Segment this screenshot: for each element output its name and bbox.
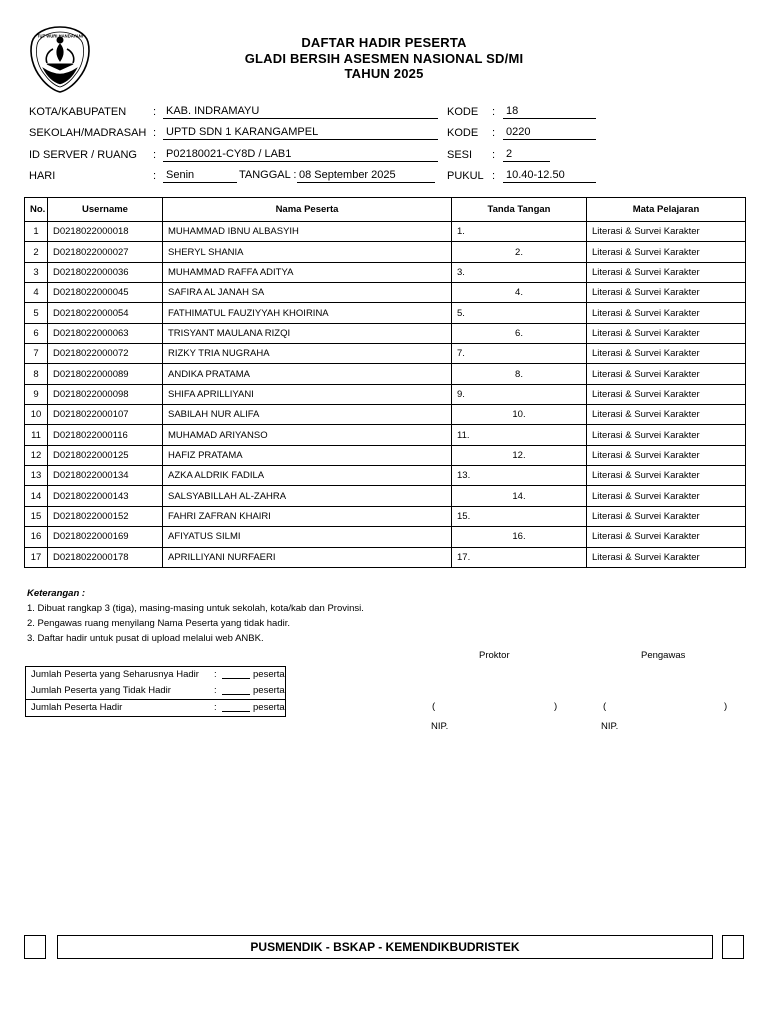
cell-no: 3 (25, 262, 48, 282)
kota-colon: : (153, 106, 157, 118)
cell-no: 13 (25, 466, 48, 486)
tanggal-label: TANGGAL : (239, 169, 297, 181)
cell-no: 6 (25, 323, 48, 343)
header-nama: Nama Peserta (163, 198, 452, 222)
cell-mata-pelajaran: Literasi & Survei Karakter (587, 262, 746, 282)
cell-nama-peserta: FATHIMATUL FAUZIYYAH KHOIRINA (163, 303, 452, 323)
cell-mata-pelajaran: Literasi & Survei Karakter (587, 486, 746, 506)
pengawas-label: Pengawas (641, 650, 686, 661)
header-username: Username (48, 198, 163, 222)
cell-tanda-tangan: 3. (452, 262, 587, 282)
pukul-underline (503, 182, 596, 183)
cell-mata-pelajaran: Literasi & Survei Karakter (587, 222, 746, 242)
server-value: P02180021-CY8D / LAB1 (166, 148, 292, 160)
pengawas-nip: NIP. (601, 721, 619, 732)
cell-tanda-tangan: 15. (452, 506, 587, 526)
cell-nama-peserta: SALSYABILLAH AL-ZAHRA (163, 486, 452, 506)
cell-username: D0218022000063 (48, 323, 163, 343)
svg-text:TUT WURI HANDAYANI: TUT WURI HANDAYANI (37, 33, 83, 39)
cell-no: 9 (25, 384, 48, 404)
kode2-underline (503, 139, 596, 140)
summary-unit: peserta (253, 685, 285, 696)
sekolah-colon: : (153, 127, 157, 139)
cell-no: 2 (25, 242, 48, 262)
keterangan-item: 1. Dibuat rangkap 3 (tiga), masing-masing untuk sekolah, kota/kab dan Provinsi. (27, 603, 364, 614)
summary-unit: peserta (253, 669, 285, 680)
cell-tanda-tangan: 4. (452, 283, 587, 303)
pengawas-close-paren: ) (724, 701, 728, 712)
cell-mata-pelajaran: Literasi & Survei Karakter (587, 364, 746, 384)
cell-username: D0218022000169 (48, 527, 163, 547)
cell-username: D0218022000107 (48, 405, 163, 425)
cell-tanda-tangan: 12. (452, 445, 587, 465)
table-row (25, 303, 746, 323)
hari-underline (163, 182, 237, 183)
server-label: ID SERVER / RUANG (29, 149, 137, 161)
cell-username: D0218022000018 (48, 222, 163, 242)
sesi-underline (503, 161, 550, 162)
cell-username: D0218022000143 (48, 486, 163, 506)
summary-unit: peserta (253, 702, 285, 713)
table-row (25, 323, 746, 343)
summary-label: Jumlah Peserta yang Seharusnya Hadir (31, 669, 199, 680)
cell-nama-peserta: SHIFA APRILLIYANI (163, 384, 452, 404)
table-row (25, 425, 746, 445)
kode2-colon: : (492, 127, 496, 139)
table-row (25, 262, 746, 282)
cell-username: D0218022000045 (48, 283, 163, 303)
server-colon: : (153, 149, 157, 161)
cell-nama-peserta: SAFIRA AL JANAH SA (163, 283, 452, 303)
summary-blank (222, 711, 250, 712)
sekolah-underline (163, 139, 438, 140)
table-row (25, 222, 746, 242)
pukul-colon: : (492, 170, 496, 182)
title-line-3: TAHUN 2025 (344, 66, 424, 81)
kode2-value: 0220 (506, 126, 531, 138)
cell-tanda-tangan: 8. (452, 364, 587, 384)
cell-no: 17 (25, 547, 48, 567)
cell-tanda-tangan: 11. (452, 425, 587, 445)
cell-tanda-tangan: 16. (452, 527, 587, 547)
keterangan-item: 3. Daftar hadir untuk pusat di upload melalui web ANBK. (27, 633, 264, 644)
kode1-colon: : (492, 106, 496, 118)
title-line-2: GLADI BERSIH ASESMEN NASIONAL SD/MI (244, 51, 524, 66)
cell-mata-pelajaran: Literasi & Survei Karakter (587, 547, 746, 567)
table-row (25, 547, 746, 567)
summary-row (26, 699, 285, 716)
cell-nama-peserta: AZKA ALDRIK FADILA (163, 466, 452, 486)
cell-mata-pelajaran: Literasi & Survei Karakter (587, 303, 746, 323)
cell-no: 10 (25, 405, 48, 425)
tanggal-value: 08 September 2025 (299, 169, 396, 181)
cell-tanda-tangan: 6. (452, 323, 587, 343)
cell-no: 1 (25, 222, 48, 242)
cell-username: D0218022000116 (48, 425, 163, 445)
kode1-underline (503, 118, 596, 119)
cell-no: 5 (25, 303, 48, 323)
cell-nama-peserta: MUHAMMAD IBNU ALBASYIH (163, 222, 452, 242)
cell-nama-peserta: ANDIKA PRATAMA (163, 364, 452, 384)
proktor-close-paren: ) (554, 701, 558, 712)
cell-no: 16 (25, 527, 48, 547)
pukul-value: 10.40-12.50 (506, 169, 565, 181)
cell-nama-peserta: RIZKY TRIA NUGRAHA (163, 344, 452, 364)
keterangan-heading: Keterangan : (27, 588, 86, 599)
summary-colon: : (214, 669, 217, 680)
footer-right-box (722, 935, 744, 959)
table-row (25, 445, 746, 465)
cell-nama-peserta: MUHAMAD ARIYANSO (163, 425, 452, 445)
cell-nama-peserta: SHERYL SHANIA (163, 242, 452, 262)
table-row (25, 527, 746, 547)
sesi-colon: : (492, 149, 496, 161)
proktor-nip: NIP. (431, 721, 449, 732)
hari-colon: : (153, 170, 157, 182)
cell-mata-pelajaran: Literasi & Survei Karakter (587, 466, 746, 486)
cell-no: 8 (25, 364, 48, 384)
cell-username: D0218022000072 (48, 344, 163, 364)
cell-no: 14 (25, 486, 48, 506)
pengawas-open-paren: ( (603, 701, 607, 712)
summary-blank (222, 678, 250, 679)
header-tanda-tangan: Tanda Tangan (452, 198, 587, 222)
summary-box (25, 666, 286, 717)
summary-row (26, 667, 285, 683)
table-row (25, 486, 746, 506)
cell-mata-pelajaran: Literasi & Survei Karakter (587, 506, 746, 526)
cell-mata-pelajaran: Literasi & Survei Karakter (587, 445, 746, 465)
cell-username: D0218022000152 (48, 506, 163, 526)
cell-tanda-tangan: 5. (452, 303, 587, 323)
table-row (25, 506, 746, 526)
table-header-row (25, 198, 746, 222)
cell-mata-pelajaran: Literasi & Survei Karakter (587, 405, 746, 425)
table-row (25, 344, 746, 364)
cell-tanda-tangan: 9. (452, 384, 587, 404)
table-row (25, 384, 746, 404)
summary-label: Jumlah Peserta Hadir (31, 702, 123, 713)
header-mata-pelajaran: Mata Pelajaran (587, 198, 746, 222)
cell-mata-pelajaran: Literasi & Survei Karakter (587, 242, 746, 262)
cell-nama-peserta: SABILAH NUR ALIFA (163, 405, 452, 425)
table-row (25, 466, 746, 486)
kota-underline (163, 118, 438, 119)
cell-username: D0218022000027 (48, 242, 163, 262)
table-row (25, 242, 746, 262)
cell-username: D0218022000098 (48, 384, 163, 404)
title-line-1: DAFTAR HADIR PESERTA (301, 35, 467, 50)
cell-nama-peserta: APRILLIYANI NURFAERI (163, 547, 452, 567)
cell-tanda-tangan: 7. (452, 344, 587, 364)
cell-tanda-tangan: 2. (452, 242, 587, 262)
kota-label: KOTA/KABUPATEN (29, 106, 127, 118)
table-row (25, 283, 746, 303)
summary-row (26, 683, 285, 699)
attendance-table (24, 197, 746, 568)
cell-mata-pelajaran: Literasi & Survei Karakter (587, 425, 746, 445)
kode1-value: 18 (506, 105, 519, 117)
footer-left-box (24, 935, 46, 959)
pukul-label: PUKUL (447, 170, 484, 182)
cell-username: D0218022000054 (48, 303, 163, 323)
cell-no: 15 (25, 506, 48, 526)
cell-username: D0218022000089 (48, 364, 163, 384)
cell-no: 4 (25, 283, 48, 303)
cell-tanda-tangan: 10. (452, 405, 587, 425)
cell-no: 11 (25, 425, 48, 445)
cell-username: D0218022000036 (48, 262, 163, 282)
cell-tanda-tangan: 17. (452, 547, 587, 567)
keterangan-item: 2. Pengawas ruang menyilang Nama Peserta yang tidak hadir. (27, 618, 290, 629)
cell-nama-peserta: MUHAMMAD RAFFA ADITYA (163, 262, 452, 282)
cell-tanda-tangan: 13. (452, 466, 587, 486)
kode2-label: KODE (447, 127, 479, 139)
cell-nama-peserta: FAHRI ZAFRAN KHAIRI (163, 506, 452, 526)
table-row (25, 364, 746, 384)
cell-username: D0218022000134 (48, 466, 163, 486)
proktor-label: Proktor (479, 650, 510, 661)
summary-colon: : (214, 702, 217, 713)
tanggal-underline (297, 182, 435, 183)
summary-blank (222, 694, 250, 695)
cell-mata-pelajaran: Literasi & Survei Karakter (587, 344, 746, 364)
kode1-label: KODE (447, 106, 479, 118)
cell-mata-pelajaran: Literasi & Survei Karakter (587, 283, 746, 303)
cell-tanda-tangan: 14. (452, 486, 587, 506)
cell-nama-peserta: TRISYANT MAULANA RIZQI (163, 323, 452, 343)
sesi-value: 2 (506, 148, 513, 160)
cell-mata-pelajaran: Literasi & Survei Karakter (587, 384, 746, 404)
kota-value: KAB. INDRAMAYU (166, 105, 260, 117)
sesi-label: SESI (447, 149, 473, 161)
cell-nama-peserta: HAFIZ PRATAMA (163, 445, 452, 465)
cell-tanda-tangan: 1. (452, 222, 587, 242)
footer-banner: PUSMENDIK - BSKAP - KEMENDIKBUDRISTEK (57, 935, 713, 959)
cell-username: D0218022000125 (48, 445, 163, 465)
cell-no: 7 (25, 344, 48, 364)
server-underline (163, 161, 438, 162)
hari-label: HARI (29, 170, 56, 182)
proktor-open-paren: ( (432, 701, 436, 712)
cell-no: 12 (25, 445, 48, 465)
sekolah-value: UPTD SDN 1 KARANGAMPEL (166, 126, 319, 138)
summary-colon: : (214, 685, 217, 696)
table-row (25, 405, 746, 425)
cell-username: D0218022000178 (48, 547, 163, 567)
hari-value: Senin (166, 169, 195, 181)
sekolah-label: SEKOLAH/MADRASAH (29, 127, 147, 139)
header-no: No. (25, 198, 48, 222)
cell-nama-peserta: AFIYATUS SILMI (163, 527, 452, 547)
cell-mata-pelajaran: Literasi & Survei Karakter (587, 527, 746, 547)
cell-mata-pelajaran: Literasi & Survei Karakter (587, 323, 746, 343)
summary-label: Jumlah Peserta yang Tidak Hadir (31, 685, 171, 696)
